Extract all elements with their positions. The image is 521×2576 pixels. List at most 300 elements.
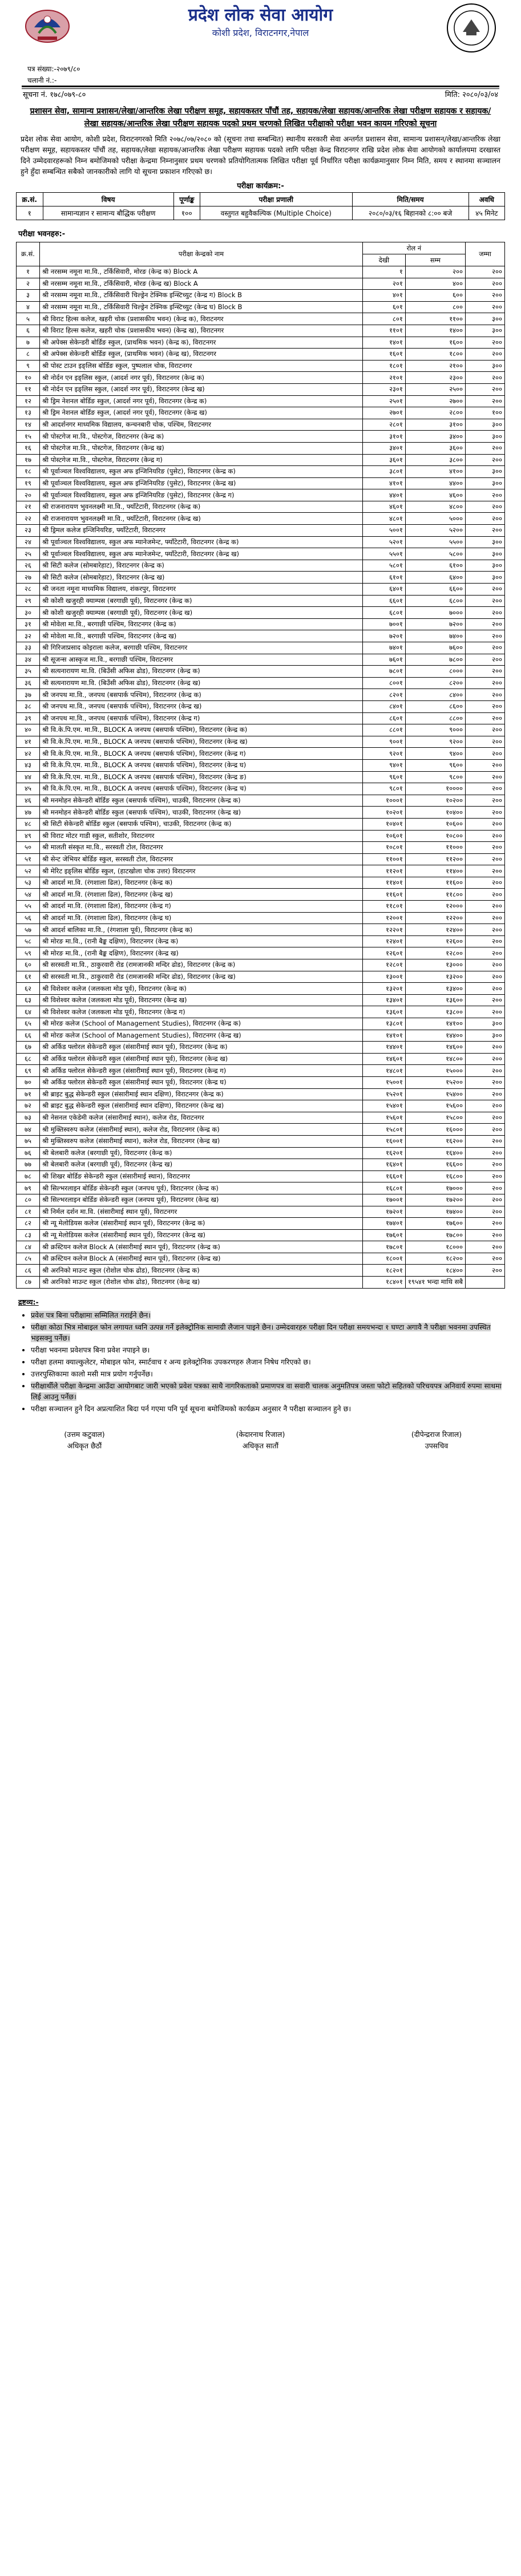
- venue-sn: ७०: [17, 1076, 40, 1088]
- venue-sn: ३४: [17, 654, 40, 666]
- venue-name: श्री नरसम्म नमूना मा.वि., टर्किसिवारी, मोरङ (केन्द्र ख) Block A: [40, 278, 363, 290]
- venue-total: २००: [466, 1194, 505, 1206]
- program-header: मिति/समय: [352, 193, 469, 206]
- venue-sn: ८०: [17, 1194, 40, 1206]
- note-item: [31, 1380, 503, 1402]
- venue-total: [466, 1277, 505, 1289]
- roll-from: ११२०१: [362, 865, 405, 877]
- note-item: [31, 1310, 503, 1321]
- venue-total: ३००: [466, 536, 505, 548]
- venue-total: २००: [466, 759, 505, 771]
- venue-sn: २३: [17, 525, 40, 537]
- venue-name: श्री विराट हिल्स कलेज, खहरी चोक (प्रशासकीय भवन) (केन्द्र क), विराटनगर: [40, 313, 363, 325]
- table-row: [17, 1100, 505, 1112]
- table-row: [17, 689, 505, 701]
- venue-total: २००: [466, 642, 505, 654]
- program-system: वस्तुगत बहुवैकल्पिक (Multiple Choice): [200, 206, 352, 220]
- roll-from: १४६०१: [362, 1053, 405, 1065]
- venue-total: २००: [466, 771, 505, 783]
- roll-from: ११८०१: [362, 901, 405, 913]
- venue-total: २००: [466, 1135, 505, 1147]
- venue-total: २००: [466, 595, 505, 607]
- venue-sn: २५: [17, 548, 40, 560]
- venue-sn: ९: [17, 360, 40, 372]
- roll-to: १६००: [405, 337, 465, 349]
- table-row: [17, 442, 505, 454]
- table-row: [17, 642, 505, 654]
- venue-total: २००: [466, 830, 505, 842]
- program-subject: सामान्यज्ञान र सामान्य बौद्धिक परीक्षण: [43, 206, 173, 220]
- roll-from: ११६०१: [362, 889, 405, 901]
- venue-name: श्री विराट हिल्स कलेज, खहरी चोक (प्रशासकीय भवन) (केन्द्र ख), विराटनगर: [40, 325, 363, 337]
- venue-total: २००: [466, 983, 505, 995]
- table-row: [17, 1159, 505, 1171]
- roll-from: १८२०१: [362, 1265, 405, 1277]
- table-row: [17, 630, 505, 642]
- roll-from: ३१०१: [362, 431, 405, 443]
- venue-sn: ८१: [17, 1206, 40, 1218]
- roll-from: ९००१: [362, 736, 405, 748]
- table-row: [17, 1065, 505, 1077]
- venue-total: २००: [466, 924, 505, 936]
- venue-total: २००: [466, 783, 505, 795]
- roll-from: ५२०१: [362, 536, 405, 548]
- table-row: [17, 513, 505, 525]
- roll-to: ८४००: [405, 689, 465, 701]
- venue-sn: ७५: [17, 1135, 40, 1147]
- venue-total: २००: [466, 748, 505, 760]
- venue-name: श्री पूर्वाञ्चल विश्वविद्यालय, स्कुल अफ म्यानेजमेन्ट, फ्याँटेटारी, विराटनगर (केन्द्र ख): [40, 548, 363, 560]
- venue-total: २००: [466, 971, 505, 983]
- venues-title: परीक्षा भवनहरु:-: [18, 230, 66, 238]
- venue-name: श्री मुक्तिस्वरुप कलेज (संसारीमाई स्थान), कलेज रोड, विराटनगर (केन्द्र ख): [40, 1135, 363, 1147]
- venue-name: श्री मुक्तिस्वरुप कलेज (संसारीमाई स्थान), कलेज रोड, विराटनगर (केन्द्र क): [40, 1124, 363, 1136]
- table-row: [17, 783, 505, 795]
- table-row: [17, 759, 505, 771]
- venue-name: श्री अर्किड फ्लोरल सेकेन्डरी स्कुल (संसारीमाई स्थान पूर्व), विराटनगर (केन्द्र क): [40, 1042, 363, 1054]
- table-row: [17, 560, 505, 572]
- venue-name: श्री अर्किड फ्लोरल सेकेन्डरी स्कुल (संसारीमाई स्थान पूर्व), विराटनगर (केन्द्र ग): [40, 1065, 363, 1077]
- roll-from: १४८०१: [362, 1065, 405, 1077]
- roll-to: ४००: [405, 278, 465, 290]
- venue-name: श्री मनमोहन सेकेन्डरी बोर्डिङ स्कुल (बसपार्क पश्चिम), चाउकी, विराटनगर (केन्द्र ख): [40, 807, 363, 819]
- roll-from: ८२०१: [362, 689, 405, 701]
- venue-name: श्री मोरङ कलेज (School of Management Studies), विराटनगर (केन्द्र ख): [40, 1030, 363, 1042]
- table-row: [17, 1018, 505, 1030]
- signature-block: [27, 1429, 142, 1452]
- venue-name: श्री सिटी सेकेन्डरी बोर्डिङ स्कुल (बसपार्क पश्चिम), चाउकी, विराटनगर (केन्द्र क): [40, 818, 363, 830]
- venue-name: श्री मोरङ मा.वि., (रानी बैङ्क दक्षिण), विराटनगर (केन्द्र क): [40, 935, 363, 947]
- venue-total: २००: [466, 383, 505, 395]
- table-row: [17, 795, 505, 807]
- program-sn: १: [17, 206, 43, 220]
- roll-from: ४८०१: [362, 513, 405, 525]
- table-row: [17, 666, 505, 678]
- venue-total: २००: [466, 1265, 505, 1277]
- venue-sn: ८३: [17, 1229, 40, 1241]
- roll-from: १८४०१: [362, 1277, 405, 1289]
- table-row: [17, 818, 505, 830]
- roll-to: २००: [405, 266, 465, 278]
- letter-number: पत्र संख्या:-२०७९/८०: [27, 65, 80, 73]
- venue-total: ३००: [466, 419, 505, 431]
- note-text: परीक्षा हलमा क्याल्कुलेटर, मोबाइल फोन, स्मार्टवाच र अन्य इलेक्ट्रोनिक उपकरणहरु लैजान निषेध गरिएको छ।: [31, 1357, 311, 1366]
- venue-total: २००: [466, 489, 505, 501]
- venue-name: श्री ब्राइट बुद्ध सेकेन्डरी स्कुल (संसारीमाई स्थान दक्षिण), विराटनगर (केन्द्र ख): [40, 1100, 363, 1112]
- roll-to: ८८००: [405, 712, 465, 724]
- venue-sn: १३: [17, 407, 40, 419]
- roll-from: २१०१: [362, 372, 405, 384]
- venue-total: २००: [466, 877, 505, 889]
- roll-from: ४६०१: [362, 501, 405, 513]
- table-row: [17, 865, 505, 877]
- venue-total: २००: [466, 501, 505, 513]
- venue-name: श्री वि.के.पि.एम. मा.वि., BLOCK A जनपथ (बसपार्क पश्चिम), विराटनगर (केन्द्र ख): [40, 736, 363, 748]
- roll-from: १५४०१: [362, 1100, 405, 1112]
- signatory-name: (उत्तम कटुवाल): [64, 1429, 105, 1439]
- venue-name: श्री क्रस्टियन कलेज Block A (संसारीमाई स्थान पूर्व), विराटनगर (केन्द्र क): [40, 1241, 363, 1253]
- venue-name: श्री जनपथ मा.वि., जनपथ (बसपार्क पश्चिम), विराटनगर (केन्द्र ख): [40, 700, 363, 712]
- roll-from: १४१०१: [362, 1030, 405, 1042]
- venue-sn: ७३: [17, 1112, 40, 1124]
- roll-to: ११८००: [405, 889, 465, 901]
- venue-sn: ५१: [17, 853, 40, 865]
- venue-sn: ६८: [17, 1053, 40, 1065]
- table-row: [17, 1112, 505, 1124]
- roll-from: ११००१: [362, 853, 405, 865]
- notes-heading: द्रष्टव्य:-: [18, 1297, 39, 1306]
- roll-to: २३००: [405, 372, 465, 384]
- roll-to: ४४००: [405, 477, 465, 489]
- roll-from: १३४०१: [362, 994, 405, 1006]
- venue-name: श्री नरसम्म नमूना मा.वि., टर्किसिवारी, मोरङ (केन्द्र क) Block A: [40, 266, 363, 278]
- table-row: [17, 830, 505, 842]
- venue-name: श्री मोवेला मा.वि., बरगाछी पश्चिम, विराटनगर (केन्द्र ख): [40, 630, 363, 642]
- roll-to: १४४००: [405, 1030, 465, 1042]
- venue-sn: ५७: [17, 924, 40, 936]
- venue-sn: ७७: [17, 1159, 40, 1171]
- roll-from: १: [362, 266, 405, 278]
- roll-to: १८०००: [405, 1241, 465, 1253]
- venue-sn: ५३: [17, 877, 40, 889]
- venue-name: श्री ब्राइट बुद्ध सेकेन्डरी स्कुल (संसारीमाई स्थान दक्षिण), विराटनगर (केन्द्र क): [40, 1088, 363, 1100]
- header-venue-name: परीक्षा केन्द्रको नाम: [40, 242, 363, 266]
- roll-to: ११००: [405, 313, 465, 325]
- table-row: [17, 372, 505, 384]
- note-text: परीक्षा भवनमा प्रवेशपत्र बिना प्रवेश नपाइने छ।: [31, 1345, 150, 1354]
- roll-from: १५८०१: [362, 1124, 405, 1136]
- venue-sn: ३९: [17, 712, 40, 724]
- table-row: [17, 1053, 505, 1065]
- roll-to: ११०००: [405, 842, 465, 854]
- roll-from: ६१०१: [362, 572, 405, 584]
- roll-from: १६००१: [362, 1135, 405, 1147]
- venue-name: श्री ड्रिम नेशनल बोर्डिङ स्कुल, (आदर्श नगर पूर्व), विराटनगर (केन्द्र ख): [40, 407, 363, 419]
- roll-to: ६६००: [405, 584, 465, 596]
- venue-sn: २१: [17, 501, 40, 513]
- venue-total: २००: [466, 1229, 505, 1241]
- notice-title: प्रशासन सेवा, सामान्य प्रशासन/लेखा/आन्तरिक लेखा परीक्षण समूह, सहायकस्तर पाँचौं तह, सहायक/लेखा सहायक/आन्तरिक लेखा परीक्षण सहायक र सहायक/लेखा सहायक/आन्तरिक लेखा परीक्षण सहायक पदको प्रथम चरणको लिखित परीक्षाको परीक्षा भवन कायम गरिएको सूचना: [30, 107, 491, 128]
- venue-sn: ३७: [17, 689, 40, 701]
- venue-name: श्री मेरिट इङ्लिस बोर्डिङ स्कुल, (हाटखोला चोक उत्तर) विराटनगर: [40, 865, 363, 877]
- table-row: [17, 1182, 505, 1194]
- venues-header-row: [17, 242, 505, 254]
- venue-total: ३००: [466, 325, 505, 337]
- roll-to: ८६००: [405, 700, 465, 712]
- table-row: [17, 1206, 505, 1218]
- roll-to: १४१००: [405, 1018, 465, 1030]
- roll-from: ७२०१: [362, 630, 405, 642]
- roll-to: ७८००: [405, 654, 465, 666]
- roll-to: ३६००: [405, 442, 465, 454]
- venue-name: श्री विशेश्वर कलेज (जलकला मोड पूर्व), विराटनगर (केन्द्र ग): [40, 1006, 363, 1018]
- venue-sn: ६४: [17, 1006, 40, 1018]
- venue-sn: ८४: [17, 1241, 40, 1253]
- table-row: [17, 924, 505, 936]
- roll-to: ५२००: [405, 525, 465, 537]
- roll-to: १२८००: [405, 947, 465, 959]
- roll-to: १३२००: [405, 971, 465, 983]
- venue-name: श्री निर्मल दर्शन मा.वि. (संसारीमाई स्थान पूर्व), विराटनगर: [40, 1206, 363, 1218]
- roll-from: १०२०१: [362, 807, 405, 819]
- roll-from: ६६०१: [362, 595, 405, 607]
- roll-to: १८००: [405, 349, 465, 361]
- notes-list: [18, 1310, 503, 1414]
- venue-sn: ४३: [17, 759, 40, 771]
- venue-sn: ५४: [17, 889, 40, 901]
- program-header: अवधि: [469, 193, 504, 206]
- venue-name: श्री विशेश्वर कलेज (जलकला मोड पूर्व), विराटनगर (केन्द्र ख): [40, 994, 363, 1006]
- roll-to: ९६००: [405, 759, 465, 771]
- roll-to: १७२००: [405, 1194, 465, 1206]
- venue-name: श्री सिल्भरलाइन बोर्डिङ सेकेन्डरी स्कुल (जनपथ पूर्व), विराटनगर (केन्द्र ख): [40, 1194, 363, 1206]
- venue-sn: ४७: [17, 807, 40, 819]
- table-row: [17, 536, 505, 548]
- venue-name: श्री सत्यनारायण मा.वि. (बिउँसी अफिस ढोड), विराटनगर (केन्द्र क): [40, 666, 363, 678]
- venue-name: श्री विशेश्वर कलेज (जलकला मोड पूर्व), विराटनगर (केन्द्र क): [40, 983, 363, 995]
- table-row: [17, 771, 505, 783]
- venue-sn: २८: [17, 584, 40, 596]
- roll-to: १७६००: [405, 1218, 465, 1230]
- venue-total: २००: [466, 889, 505, 901]
- venue-sn: ५५: [17, 901, 40, 913]
- venue-sn: ६३: [17, 994, 40, 1006]
- venue-sn: ८५: [17, 1253, 40, 1265]
- roll-to: १०८००: [405, 830, 465, 842]
- roll-to: १५८००: [405, 1112, 465, 1124]
- venue-sn: २६: [17, 560, 40, 572]
- table-row: [17, 1147, 505, 1159]
- roll-from: २७०१: [362, 407, 405, 419]
- roll-to: १५४००: [405, 1088, 465, 1100]
- venue-name: श्री क्रस्टियन कलेज Block A (संसारीमाई स्थान पूर्व), विराटनगर (केन्द्र ख): [40, 1253, 363, 1265]
- venue-sn: ४५: [17, 783, 40, 795]
- roll-to: ७०००: [405, 607, 465, 619]
- table-row: [17, 654, 505, 666]
- roll-to: १६८००: [405, 1170, 465, 1182]
- venue-sn: ५६: [17, 912, 40, 924]
- venue-sn: ८: [17, 349, 40, 361]
- roll-to: १३०००: [405, 959, 465, 971]
- table-row: [17, 525, 505, 537]
- table-row: [17, 1218, 505, 1230]
- roll-to: १४८००: [405, 1053, 465, 1065]
- venue-sn: ६: [17, 325, 40, 337]
- roll-from: १२८०१: [362, 959, 405, 971]
- table-row: [17, 1135, 505, 1147]
- roll-from: ७६०१: [362, 654, 405, 666]
- roll-from: ८०१: [362, 313, 405, 325]
- table-row: [17, 466, 505, 478]
- roll-to: १००००: [405, 783, 465, 795]
- roll-from: ८८०१: [362, 724, 405, 736]
- venue-sn: ७८: [17, 1170, 40, 1182]
- venue-sn: ८६: [17, 1265, 40, 1277]
- roll-to: १७४००: [405, 1206, 465, 1218]
- venue-sn: १५: [17, 431, 40, 443]
- program-marks: १००: [173, 206, 200, 220]
- venue-total: २००: [466, 1100, 505, 1112]
- table-row: [17, 912, 505, 924]
- venue-sn: ६६: [17, 1030, 40, 1042]
- roll-to: ४६००: [405, 489, 465, 501]
- roll-to: ५८००: [405, 548, 465, 560]
- venue-total: ३००: [466, 313, 505, 325]
- venue-sn: ३: [17, 290, 40, 302]
- venue-total: २००: [466, 1088, 505, 1100]
- table-row: [17, 1241, 505, 1253]
- venue-sn: २७: [17, 572, 40, 584]
- venue-sn: ५०: [17, 842, 40, 854]
- header-to: सम्म: [405, 254, 465, 266]
- venue-total: २००: [466, 935, 505, 947]
- venue-sn: ३५: [17, 666, 40, 678]
- roll-to: १२४००: [405, 924, 465, 936]
- venue-total: २००: [466, 865, 505, 877]
- roll-to: १८४००: [405, 1265, 465, 1277]
- roll-from: १०८०१: [362, 842, 405, 854]
- venue-total: २००: [466, 689, 505, 701]
- venue-sn: १८: [17, 466, 40, 478]
- roll-to: १६०००: [405, 1124, 465, 1136]
- roll-from: १५२०१: [362, 1088, 405, 1100]
- roll-to: ३८००: [405, 454, 465, 466]
- roll-to: १०२००: [405, 795, 465, 807]
- roll-from: २०१: [362, 278, 405, 290]
- roll-to: १२०००: [405, 901, 465, 913]
- table-row: [17, 677, 505, 689]
- venue-sn: २९: [17, 595, 40, 607]
- program-header: पूर्णाङ्क: [173, 193, 200, 206]
- roll-to: १५०००: [405, 1065, 465, 1077]
- roll-from: १७४०१: [362, 1218, 405, 1230]
- venue-name: श्री राजनारायण भुवनलक्ष्मी मा.वि., फ्याँटेटारी, विराटनगर (केन्द्र ख): [40, 513, 363, 525]
- roll-from: ९४०१: [362, 759, 405, 771]
- table-row: [17, 407, 505, 419]
- venue-total: २००: [466, 1006, 505, 1018]
- note-text: उत्तरपुस्तिकामा कालो मसी मात्र प्रयोग गर्नुपर्नेछ।: [31, 1369, 153, 1378]
- table-row: [17, 1229, 505, 1241]
- note-text: परीक्षा सञ्चालन हुने दिन अप्रत्याशित बिदा पर्न गएमा पनि पूर्व सूचना बमोजिमको कार्यक्रम अनुसार नै परीक्षा सञ्चालन हुने छ।: [31, 1404, 352, 1413]
- table-row: [17, 360, 505, 372]
- table-row: [17, 395, 505, 407]
- program-header: क्र.सं.: [17, 193, 43, 206]
- venue-sn: ५९: [17, 947, 40, 959]
- venue-sn: १६: [17, 442, 40, 454]
- signature-block: [379, 1429, 494, 1452]
- roll-from: ४४०१: [362, 489, 405, 501]
- roll-to: ९०००: [405, 724, 465, 736]
- venue-total: २००: [466, 818, 505, 830]
- roll-to: ७६००: [405, 642, 465, 654]
- venue-total: २००: [466, 337, 505, 349]
- roll-to: १३४००: [405, 983, 465, 995]
- roll-from: ५००१: [362, 525, 405, 537]
- signatures: [27, 1429, 494, 1452]
- table-row: [17, 853, 505, 865]
- header-roll: रोल नं: [362, 242, 465, 254]
- table-row: [17, 618, 505, 630]
- venue-total: २००: [466, 1112, 505, 1124]
- roll-to: १९५४१ भन्दा माथि सबै: [405, 1277, 465, 1289]
- venue-total: २००: [466, 1042, 505, 1054]
- roll-to: ९२००: [405, 736, 465, 748]
- roll-from: २५०१: [362, 395, 405, 407]
- notes-section: [18, 1297, 503, 1414]
- venue-total: ३००: [466, 548, 505, 560]
- table-row: [17, 572, 505, 584]
- venue-total: २००: [466, 395, 505, 407]
- roll-from: १५००१: [362, 1076, 405, 1088]
- venue-name: श्री अपेक्स सेकेन्डरी बोर्डिङ स्कुल, (प्राथमिक भवन) (केन्द्र क), विराटनगर: [40, 337, 363, 349]
- roll-to: २८००: [405, 407, 465, 419]
- roll-from: १६२०१: [362, 1147, 405, 1159]
- note-item: [31, 1403, 503, 1414]
- program-header-row: [17, 193, 505, 206]
- table-row: [17, 477, 505, 489]
- roll-from: ८००१: [362, 677, 405, 689]
- roll-to: २१००: [405, 360, 465, 372]
- venue-total: २००: [466, 1053, 505, 1065]
- table-row: [17, 313, 505, 325]
- venue-name: श्री मोवेला मा.वि., बरगाछी पश्चिम, विराटनगर (केन्द्र क): [40, 618, 363, 630]
- venue-name: श्री पोस्टगेज मा.वि., पोस्टगेज, विराटनगर (केन्द्र क): [40, 431, 363, 443]
- roll-from: १४०१: [362, 337, 405, 349]
- roll-to: ४१००: [405, 466, 465, 478]
- signatory-name: (केदारनाथ रिजाल): [236, 1429, 285, 1439]
- table-row: [17, 290, 505, 302]
- table-row: [17, 877, 505, 889]
- venue-sn: ५२: [17, 865, 40, 877]
- roll-to: १७८००: [405, 1229, 465, 1241]
- venue-total: २००: [466, 712, 505, 724]
- venue-name: श्री आदर्श मा.वि. (रंगशाला ढिल), विराटनगर (केन्द्र ख): [40, 889, 363, 901]
- header-sn: क्र.सं.: [17, 242, 40, 266]
- venue-sn: ७१: [17, 1088, 40, 1100]
- venue-name: श्री सूजन्स आस्कृज मा.वि., बरगाछी पश्चिम, विराटनगर: [40, 654, 363, 666]
- table-row: [17, 1006, 505, 1018]
- signatory-role: उपसचिव: [425, 1441, 449, 1450]
- table-row: [17, 325, 505, 337]
- venue-name: श्री सरस्वती मा.वि., ठाकुरवारी रोड (रामजानकी मन्दिर ढोड), विराटनगर (केन्द्र क): [40, 959, 363, 971]
- table-row: [17, 454, 505, 466]
- venue-sn: ४१: [17, 736, 40, 748]
- venue-name: श्री अपेक्स सेकेन्डरी बोर्डिङ स्कुल, (प्राथमिक भवन) (केन्द्र ख), विराटनगर: [40, 349, 363, 361]
- venue-total: २००: [466, 349, 505, 361]
- table-row: [17, 584, 505, 596]
- roll-to: १३६००: [405, 994, 465, 1006]
- table-row: [17, 266, 505, 278]
